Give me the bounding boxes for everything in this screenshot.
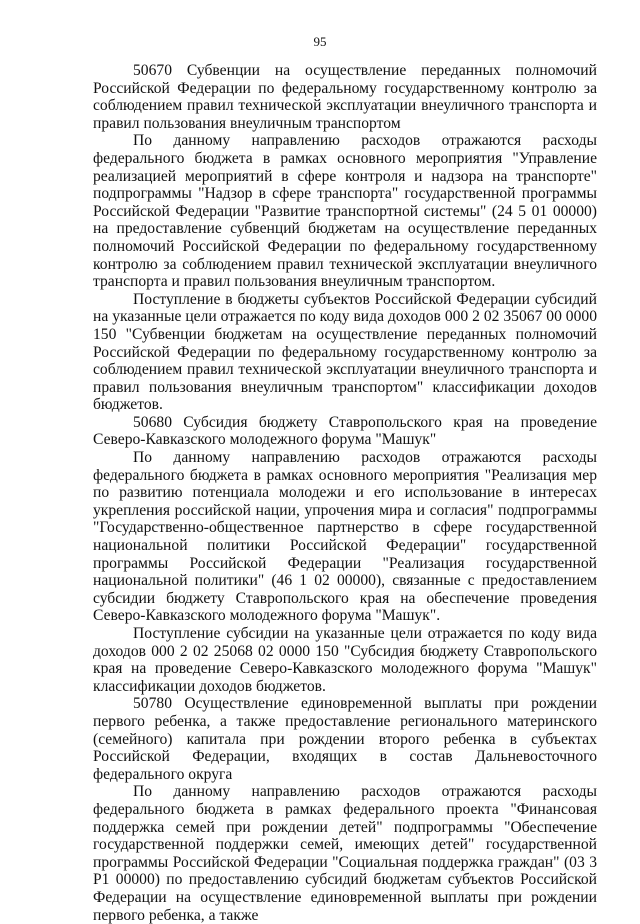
paragraph-50670-description: По данному направлению расходов отражаются расходы федерального бюджета в рамках основного мероприятия "Управление реализацией мероприятий в сфере контроля и надзора на транспорте" подпрограммы "Надзор в сфере транспорта" государственной программы Российской Федерации "Развитие транспортной системы" (24 5 01 00000) на предоставление субвенций бюджетам на осуществление переданных полномочий Российской Федерации по федеральному государственному контролю за соблюдением правил технической эксплуатации внеуличного транспорта и правил пользования внеуличным транспортом. <box>93 132 597 291</box>
paragraph-50780-heading: 50780 Осуществление единовременной выплаты при рождении первого ребенка, а также предоставление регионального материнского (семейного) капитала при рождении второго ребенка в субъектах Российской Федерации, входящих в состав Дальневосточного федерального округа <box>93 695 597 783</box>
paragraph-50680-heading: 50680 Субсидия бюджету Ставропольского края на проведение Северо-Кавказского молодежного форума "Машук" <box>93 413 597 449</box>
document-body <box>93 62 597 924</box>
paragraph-50670-income-code: Поступление в бюджеты субъектов Российской Федерации субсидий на указанные цели отражается по коду вида доходов 000 2 02 35067 00 0000 150 "Субвенции бюджетам на осуществление переданных полномочий Российской Федерации по федеральному государственному контролю за соблюдением правил технической эксплуатации внеуличного транспорта и правил пользования внеуличным транспортом" классификации доходов бюджетов. <box>93 290 597 414</box>
paragraph-50670-heading: 50670 Субвенции на осуществление переданных полномочий Российской Федерации по федеральному государственному контролю за соблюдением правил технической эксплуатации внеуличного транспорта и правил пользования внеуличным транспортом <box>93 62 597 132</box>
paragraph-50780-description: По данному направлению расходов отражаются расходы федерального бюджета в рамках федерального проекта "Финансовая поддержка семей при рождении детей" подпрограммы "Обеспечение государственной поддержки семей, имеющих детей" государственной программы Российской Федерации "Социальная поддержка граждан" (03 3 P1 00000) по предоставлению субсидий бюджетам субъектов Российской Федерации на осуществление единовременной выплаты при рождении первого ребенка, а также <box>93 783 597 924</box>
paragraph-50680-description: По данному направлению расходов отражаются расходы федерального бюджета в рамках основного мероприятия "Реализация мер по развитию потенциала молодежи и его использование в интересах укрепления российской нации, упрочения мира и согласия" подпрограммы "Государственно-общественное партнерство в сфере государственной национальной политики Российской Федерации" государственной программы Российской Федерации "Реализация государственной национальной политики" (46 1 02 00000), связанные с предоставлением субсидии бюджету Ставропольского края на обеспечение проведения Северо-Кавказского молодежного форума "Машук". <box>93 449 597 625</box>
paragraph-50680-income-code: Поступление субсидии на указанные цели отражается по коду вида доходов 000 2 02 25068 02 0000 150 "Субсидия бюджету Ставропольского края на проведение Северо-Кавказского молодежного форума "Машук" классификации доходов бюджетов. <box>93 625 597 695</box>
page-number: 95 <box>313 34 327 49</box>
